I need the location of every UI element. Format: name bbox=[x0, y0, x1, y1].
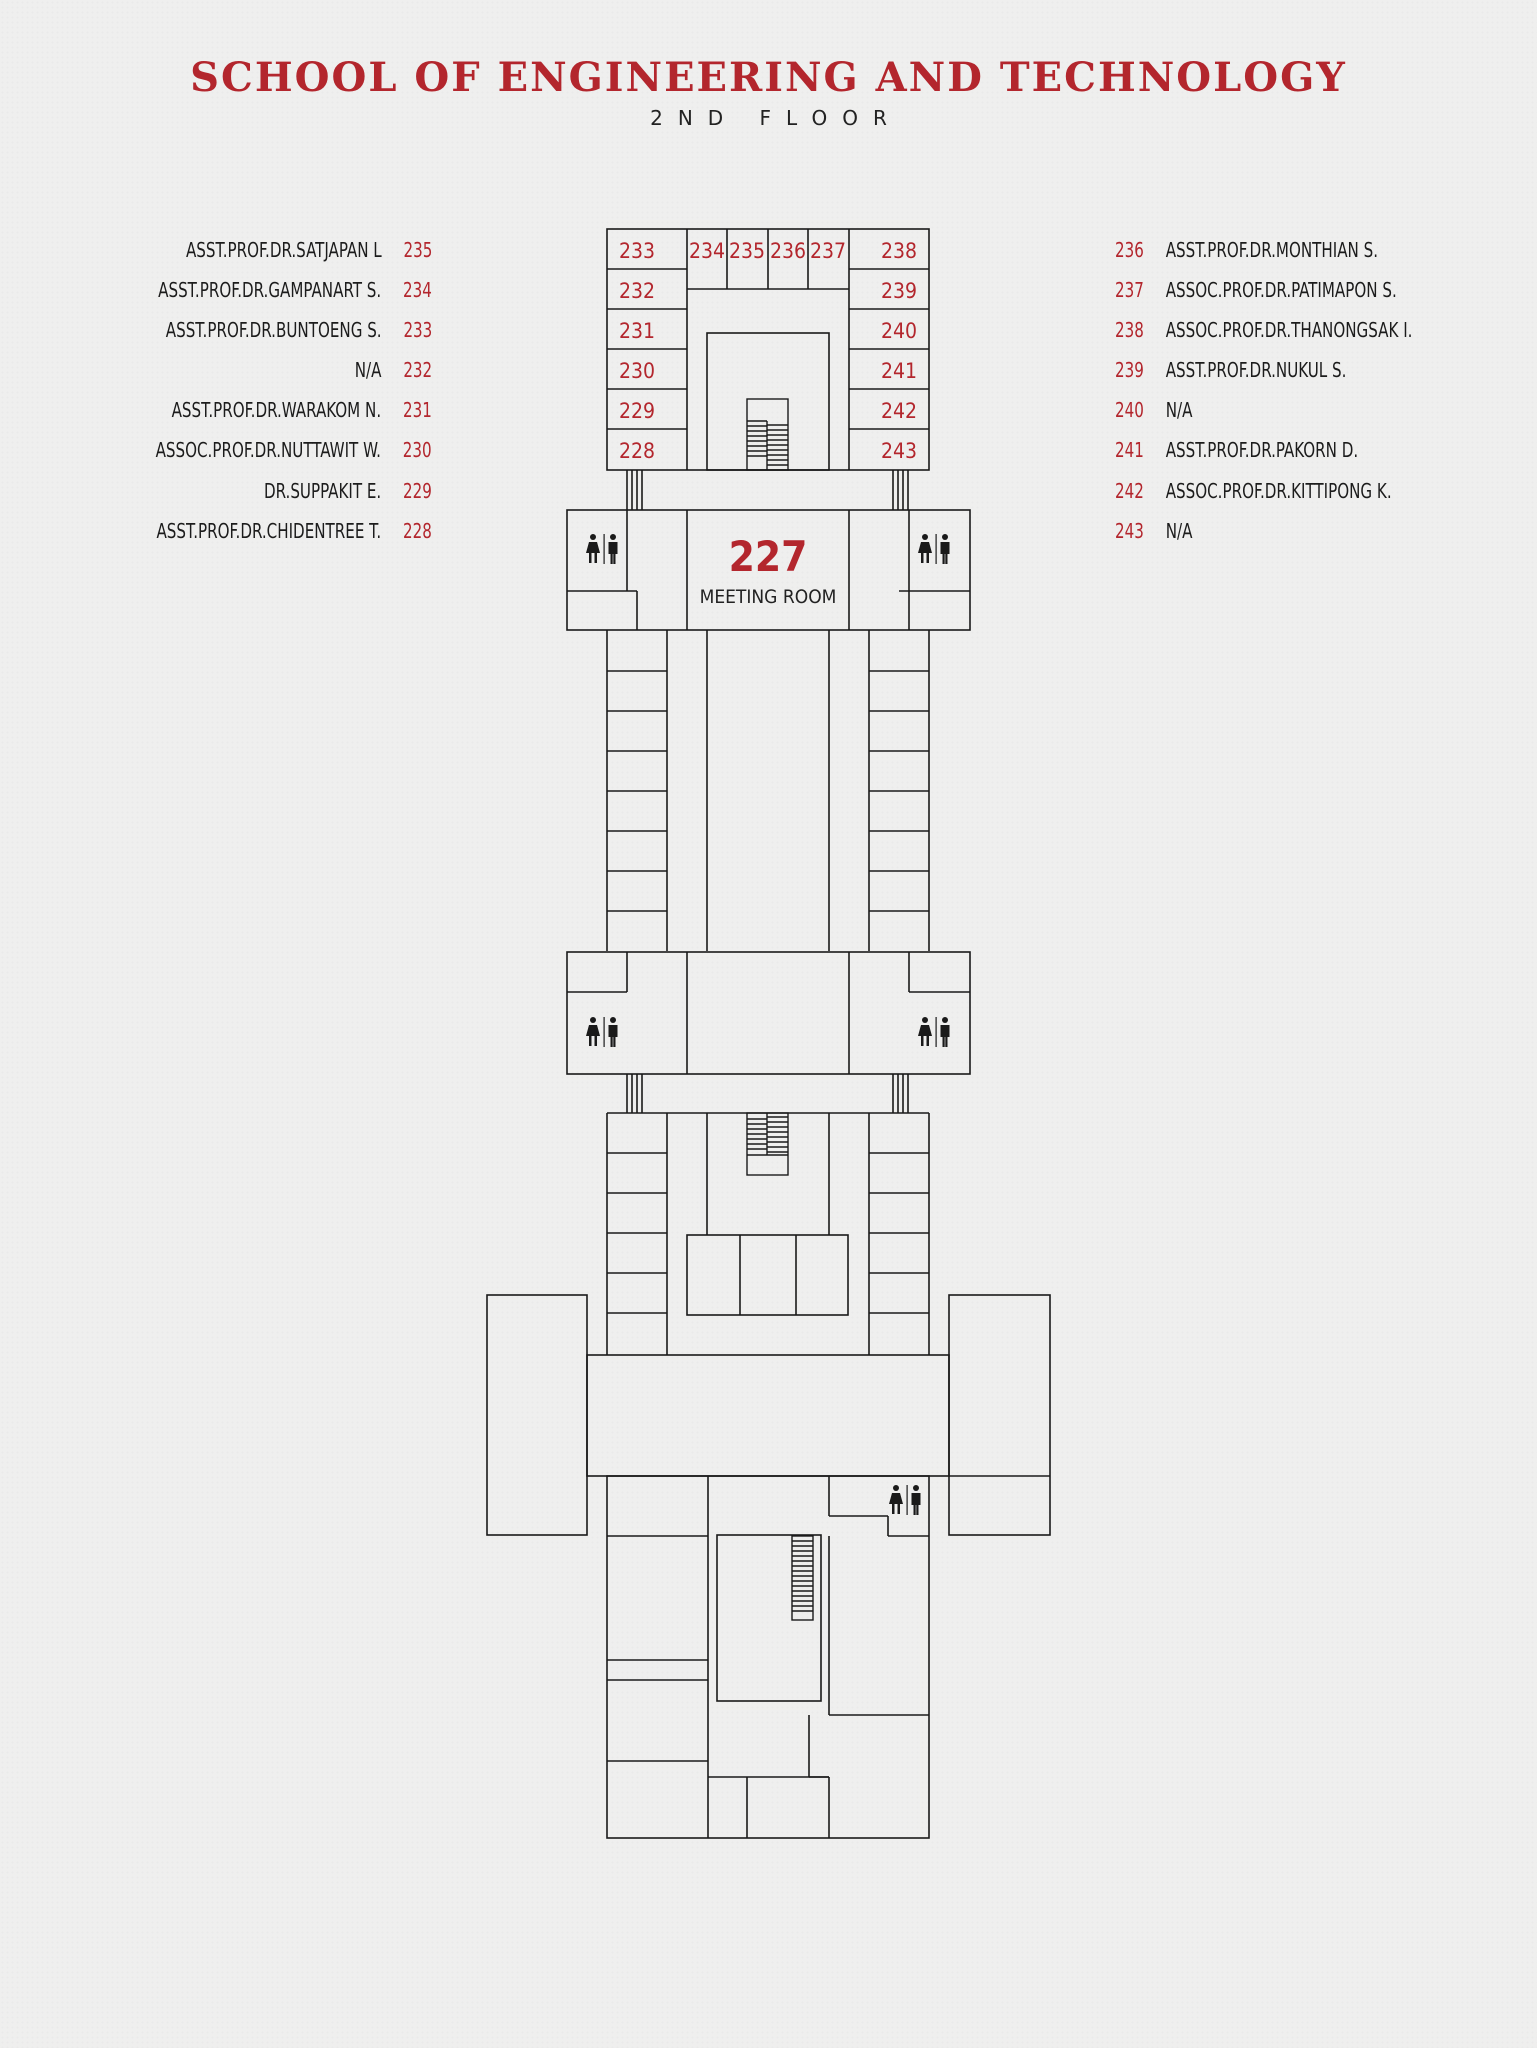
room-number: 231 bbox=[618, 319, 656, 343]
occupant-name: N/A bbox=[1165, 519, 1193, 543]
occupant-name: N/A bbox=[354, 358, 382, 382]
restroom-icon bbox=[918, 534, 950, 564]
meeting-room-number: 227 bbox=[728, 532, 808, 581]
occupant-name: ASST.PROF.DR.GAMPANART S. bbox=[158, 278, 382, 302]
meeting-room-label: MEETING ROOM bbox=[699, 586, 837, 608]
restroom-icon bbox=[586, 1017, 618, 1047]
room-number: 238 bbox=[1115, 318, 1144, 342]
restroom-icon bbox=[889, 1485, 921, 1515]
occupant-name: ASST.PROF.DR.MONTHIAN S. bbox=[1165, 238, 1379, 262]
occupant-name: ASST.PROF.DR.CHIDENTREE T. bbox=[156, 519, 382, 543]
room-number: 233 bbox=[403, 318, 432, 342]
walkway-top bbox=[627, 470, 908, 510]
restroom-icon bbox=[918, 1017, 950, 1047]
room-number: 232 bbox=[618, 279, 656, 303]
occupant-name: ASST.PROF.DR.BUNTOENG S. bbox=[165, 318, 382, 342]
corridor-lower bbox=[607, 1113, 929, 1355]
room-number: 242 bbox=[880, 399, 918, 423]
room-number: 243 bbox=[1115, 519, 1144, 543]
occupant-name: ASST.PROF.DR.SATJAPAN L bbox=[185, 238, 382, 262]
room-number: 237 bbox=[809, 239, 847, 263]
stairs-icon bbox=[747, 399, 788, 470]
room-number: 230 bbox=[618, 359, 656, 383]
side-wings bbox=[487, 1295, 1050, 1535]
restroom-icon bbox=[586, 534, 618, 564]
room-number: 240 bbox=[880, 319, 918, 343]
room-number: 230 bbox=[403, 438, 432, 462]
page-title: SCHOOL OF ENGINEERING AND TECHNOLOGY bbox=[190, 54, 1347, 101]
room-number: 239 bbox=[1115, 358, 1144, 382]
occupant-name: ASSOC.PROF.DR.NUTTAWIT W. bbox=[155, 438, 382, 462]
room-number: 231 bbox=[403, 398, 432, 422]
room-number: 235 bbox=[403, 238, 432, 262]
room-number: 238 bbox=[880, 239, 918, 263]
stairs-icon bbox=[747, 1113, 788, 1175]
corridor-upper bbox=[607, 630, 929, 951]
floor-subtitle: 2ND FLOOR bbox=[650, 106, 902, 130]
room-number: 229 bbox=[403, 479, 432, 503]
room-number: 234 bbox=[688, 239, 726, 263]
room-number: 243 bbox=[880, 439, 918, 463]
occupant-name: ASSOC.PROF.DR.THANONGSAK I. bbox=[1165, 318, 1413, 342]
room-number: 237 bbox=[1115, 278, 1144, 302]
room-number: 235 bbox=[728, 239, 766, 263]
room-number: 236 bbox=[1115, 238, 1144, 262]
room-number: 236 bbox=[769, 239, 807, 263]
room-number: 229 bbox=[618, 399, 656, 423]
occupant-name: ASST.PROF.DR.WARAKOM N. bbox=[171, 398, 382, 422]
room-number: 232 bbox=[403, 358, 432, 382]
room-number: 233 bbox=[618, 239, 656, 263]
room-number: 240 bbox=[1115, 398, 1144, 422]
occupant-name: N/A bbox=[1165, 398, 1193, 422]
walkway-middle bbox=[627, 1074, 908, 1113]
occupant-name: ASSOC.PROF.DR.KITTIPONG K. bbox=[1165, 479, 1392, 503]
occupant-name: DR.SUPPAKIT E. bbox=[264, 479, 382, 503]
stairs-icon bbox=[792, 1536, 813, 1620]
room-number: 242 bbox=[1115, 479, 1144, 503]
room-number: 228 bbox=[403, 519, 432, 543]
room-number: 241 bbox=[1115, 438, 1144, 462]
occupant-name: ASST.PROF.DR.PAKORN D. bbox=[1165, 438, 1359, 462]
room-number: 234 bbox=[403, 278, 432, 302]
middle-block bbox=[567, 952, 970, 1074]
top-block bbox=[607, 229, 929, 470]
room-number: 239 bbox=[880, 279, 918, 303]
room-number: 241 bbox=[880, 359, 918, 383]
bottom-block bbox=[607, 1476, 929, 1838]
occupant-name: ASSOC.PROF.DR.PATIMAPON S. bbox=[1165, 278, 1397, 302]
room-number: 228 bbox=[618, 439, 656, 463]
occupant-name: ASST.PROF.DR.NUKUL S. bbox=[1165, 358, 1347, 382]
